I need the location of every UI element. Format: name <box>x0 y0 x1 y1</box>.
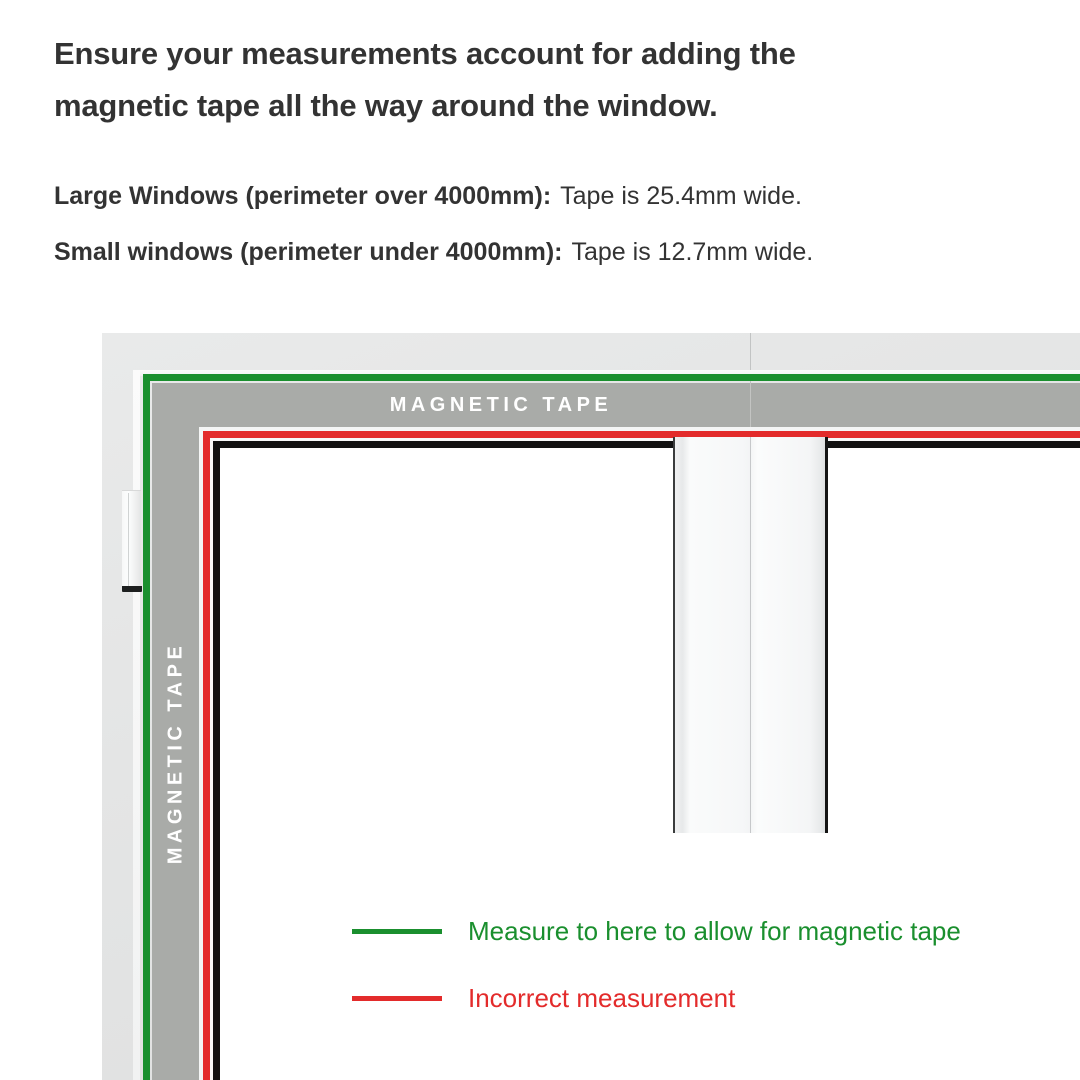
mullion-edge-left <box>673 437 675 833</box>
legend-label-incorrect: Incorrect measurement <box>468 982 736 1013</box>
diagram-legend <box>352 905 1080 1024</box>
legend-row-correct <box>352 905 1080 957</box>
heading-line-1: Ensure your measurements account for adding the <box>54 36 796 71</box>
instruction-text-block <box>54 28 1044 280</box>
spec-row-small-windows <box>54 224 1044 280</box>
spec-label-small-windows: Small windows (perimeter under 4000mm): <box>54 238 563 266</box>
magnetic-tape-label-left: MAGNETIC TAPE <box>164 641 186 865</box>
window-hinge-shadow <box>122 586 142 592</box>
inner-sash-edge-top <box>213 441 1080 448</box>
window-hinge <box>122 490 141 591</box>
heading-line-2: magnetic tape all the way around the window. <box>54 88 718 123</box>
legend-label-correct: Measure to here to allow for magnetic tape <box>468 915 961 946</box>
magnetic-tape-label-top: MAGNETIC TAPE <box>389 394 613 416</box>
legend-swatch-green <box>352 929 442 934</box>
sash-step-left <box>133 370 140 1080</box>
incorrect-measurement-line-left <box>203 431 210 1080</box>
incorrect-measurement-line-top <box>203 431 1080 438</box>
spec-label-large-windows: Large Windows (perimeter over 4000mm): <box>54 182 552 210</box>
window-hinge-highlight <box>128 493 129 587</box>
correct-measurement-line-top <box>143 374 1080 381</box>
spec-value-small-windows: Tape is 12.7mm wide. <box>571 238 814 266</box>
correct-measurement-line-left <box>143 374 150 1080</box>
window-centre-mullion <box>675 437 825 833</box>
legend-row-incorrect <box>352 972 1080 1024</box>
mullion-edge-right <box>825 437 828 833</box>
spec-value-large-windows: Tape is 25.4mm wide. <box>560 182 802 210</box>
inner-sash-edge-left <box>213 441 220 1080</box>
mullion-centre-seam <box>750 437 751 833</box>
spec-row-large-windows <box>54 168 1044 224</box>
legend-swatch-red <box>352 996 442 1001</box>
